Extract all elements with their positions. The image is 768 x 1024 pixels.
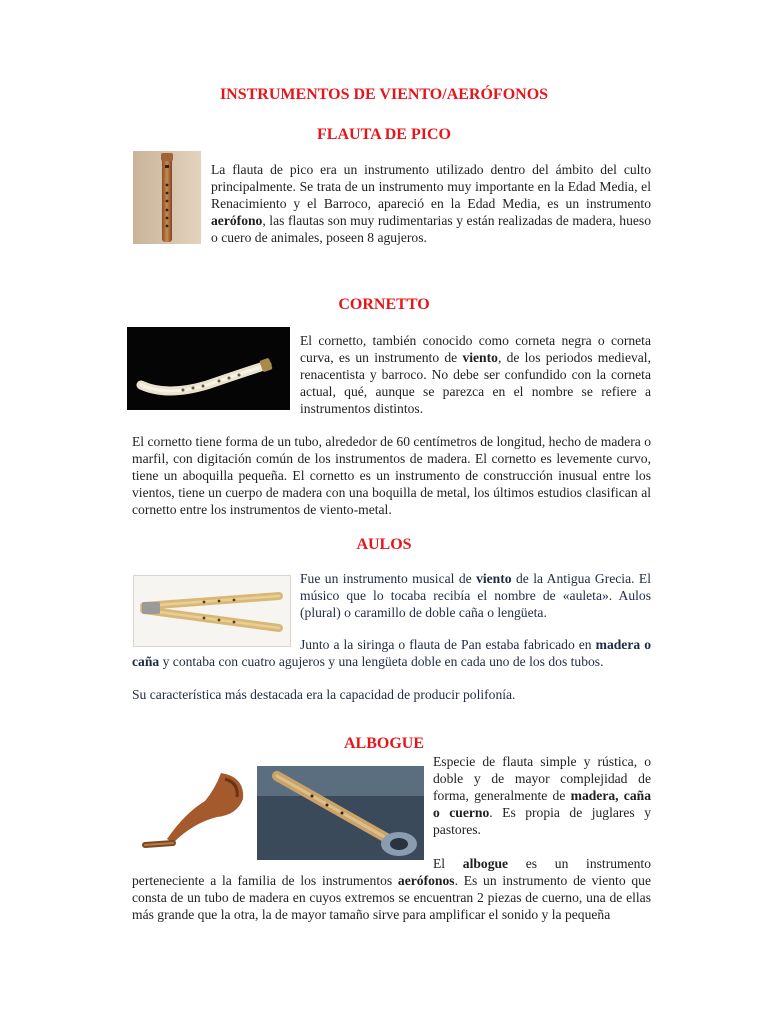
bold-madera-cana: madera o caña bbox=[132, 637, 651, 669]
text-cornetto-2: , de los periodos medieval, renacentista y barroco. No debe ser confundido con la corneta actual, qué, aunque se parezca en el nombre se refiere a instrumentos distintos. bbox=[300, 350, 651, 416]
text-albogue-4: es un instrumento bbox=[508, 856, 651, 871]
albogue-photo-image bbox=[257, 766, 424, 860]
bold-albogue: albogue bbox=[462, 856, 509, 871]
text-albogue-3: El bbox=[433, 856, 463, 871]
text-albogue-1: Especie de flauta simple y rústica, o doble y de mayor complejidad de forma, generalmente de bbox=[433, 754, 651, 803]
paragraph-aulos-2 bbox=[132, 636, 651, 670]
paragraph-aulos-1 bbox=[300, 570, 651, 621]
text-albogue-6: . Es un instrumento de viento que consta de un tubo de madera en cuyos extremos se encuentran 2 piezas de cuerno, una de ellas más grande que la otra, la de mayor tamaño sirve para amplificar el sonido y la pequeña bbox=[132, 873, 651, 922]
text-flauta-2: , las flautas son muy rudimentarias y están realizadas de madera, hueso o cuero de animales, poseen 8 agujeros. bbox=[211, 213, 651, 245]
paragraph-albogue-1 bbox=[433, 753, 651, 838]
paragraph-cornetto-2: El cornetto tiene forma de un tubo, alrededor de 60 centímetros de longitud, hecho de madera o marfil, con digitación común de los instrumentos de madera. El cornetto es levemente curvo, tiene un aboquilla pequeña. El cornetto es un instrumento de construcción inusual entre los vientos, tiene un cuerpo de madera con una boquilla de metal, los últimos estudios clasifican al cornetto entre los instrumentos de viento-metal. bbox=[132, 434, 651, 517]
albogue-horn-image bbox=[133, 765, 251, 860]
paragraph-aulos-3: Su característica más destacada era la capacidad de producir polifonía. bbox=[132, 687, 516, 702]
text-cornetto-1: El cornetto, también conocido como corneta negra o corneta curva, es un instrumento de bbox=[300, 333, 651, 365]
bold-viento-aulos: viento bbox=[476, 571, 512, 586]
heading-flauta-de-pico: FLAUTA DE PICO bbox=[317, 126, 451, 143]
bold-madera-cana-cuerno: madera, caña o cuerno bbox=[433, 788, 651, 820]
cornetto-image bbox=[127, 327, 290, 410]
heading-albogue: ALBOGUE bbox=[343, 735, 424, 752]
paragraph-cornetto-1 bbox=[300, 332, 651, 417]
paragraph-flauta bbox=[211, 161, 651, 246]
bold-aerofonos: aerófonos bbox=[397, 873, 455, 888]
heading-cornetto: CORNETTO bbox=[338, 296, 430, 313]
text-albogue-5: perteneciente a la familia de los instrumentos bbox=[132, 873, 398, 888]
text-albogue-2: . Es propia de juglares y pastores. bbox=[433, 805, 651, 837]
text-aulos-3: Junto a la siringa o flauta de Pan estaba fabricado en bbox=[300, 637, 596, 652]
recorder-image bbox=[133, 151, 201, 244]
paragraph-albogue-3 bbox=[132, 872, 651, 923]
text-aulos-1: Fue un instrumento musical de bbox=[300, 571, 477, 586]
text-flauta-1: La flauta de pico era un instrumento utilizado dentro del ámbito del culto principalmente. Se trata de un instrumento muy importante en la Edad Media, el Renacimiento y el Barroco, apareció en la Edad Media, es un instrumento bbox=[211, 162, 651, 211]
heading-aulos: AULOS bbox=[356, 536, 412, 553]
paragraph-albogue-2 bbox=[433, 855, 651, 872]
text-aulos-2: de la Antigua Grecia. El músico que lo tocaba recibía el nombre de «auleta». Aulos (plural) o caramillo de doble caña o lengüeta. bbox=[300, 571, 651, 620]
bold-aerofono: aerófono bbox=[211, 213, 263, 228]
document-title: INSTRUMENTOS DE VIENTO/AERÓFONOS bbox=[219, 86, 549, 103]
bold-viento-cornetto: viento bbox=[462, 350, 498, 365]
text-aulos-4: y contaba con cuatro agujeros y una lengüeta doble en cada uno de los dos tubos. bbox=[159, 654, 604, 669]
